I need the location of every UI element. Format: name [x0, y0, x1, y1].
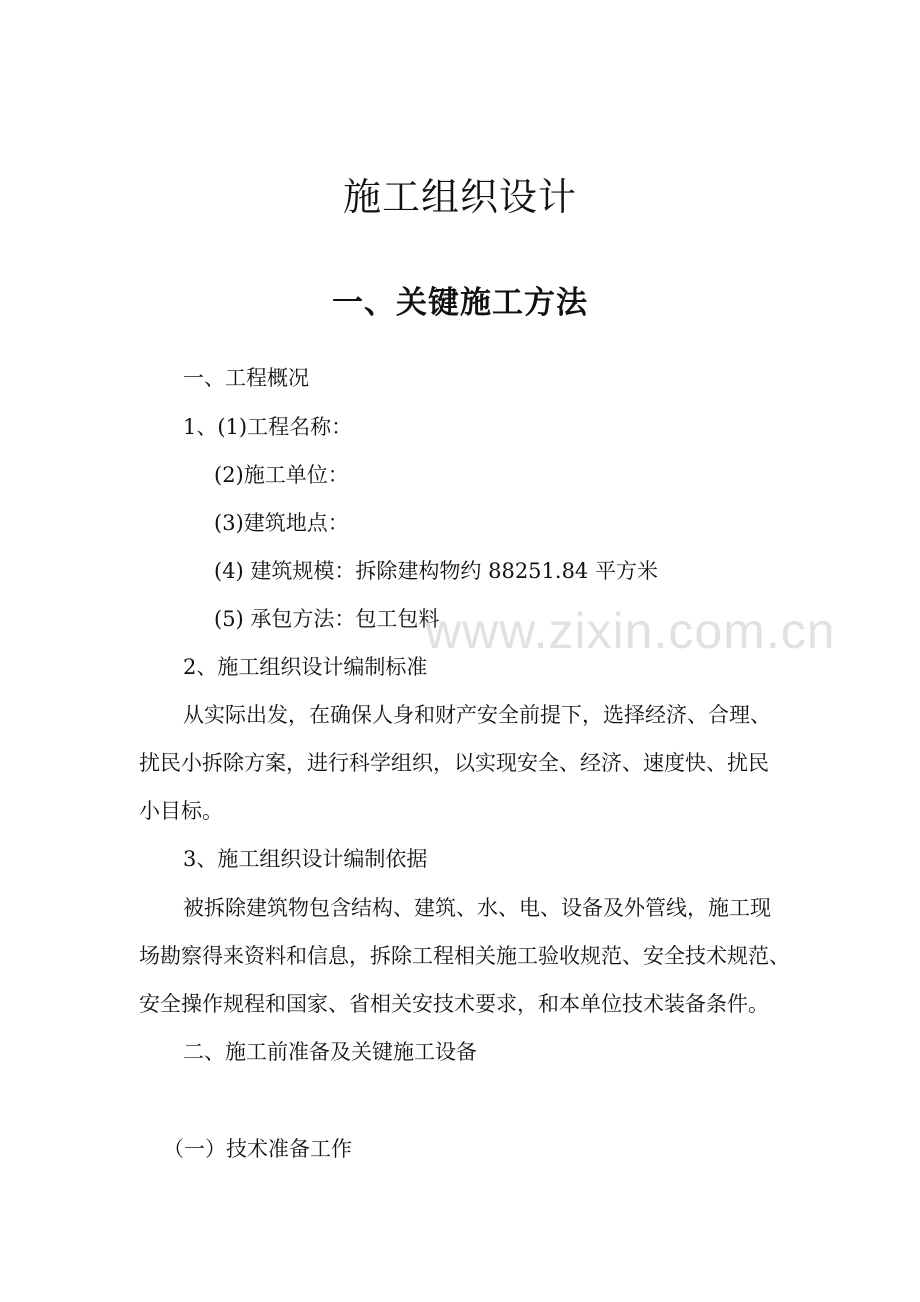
- paragraph-line: 1、(1)工程名称：: [183, 415, 353, 439]
- paragraph-line: (5) 承包方法：包工包料: [214, 607, 440, 631]
- paragraph-line: 场勘察得来资料和信息，拆除工程相关施工验收规范、安全技术规范、: [139, 944, 790, 968]
- paragraph-line: (3)建筑地点：: [214, 511, 349, 535]
- paragraph-line: 3、施工组织设计编制依据: [183, 847, 428, 871]
- paragraph-line: 扰民小拆除方案，进行科学组织，以实现安全、经济、速度快、扰民: [139, 751, 769, 775]
- paragraph-line: 安全操作规程和国家、省相关安技术要求，和本单位技术装备条件。: [139, 992, 769, 1016]
- document-title: 施工组织设计: [342, 175, 577, 219]
- paragraph-line: 二、施工前准备及关键施工设备: [183, 1040, 477, 1064]
- paragraph-line: 小目标。: [139, 799, 223, 823]
- paragraph-line: （一）技术准备工作: [163, 1137, 352, 1161]
- paragraph-line: (4) 建筑规模：拆除建构物约 88251.84 平方米: [214, 559, 658, 583]
- paragraph-line: 2、施工组织设计编制标准: [183, 655, 428, 679]
- paragraph-line: 被拆除建筑物包含结构、建筑、水、电、设备及外管线，施工现: [183, 896, 771, 920]
- watermark-text: www.zixin.com.cn: [425, 603, 836, 659]
- paragraph-line: 从实际出发，在确保人身和财产安全前提下，选择经济、合理、: [183, 703, 771, 727]
- section-heading: 一、关键施工方法: [332, 285, 588, 321]
- paragraph-line: (2)施工单位：: [214, 463, 349, 487]
- paragraph-line: 一、工程概况: [183, 366, 309, 390]
